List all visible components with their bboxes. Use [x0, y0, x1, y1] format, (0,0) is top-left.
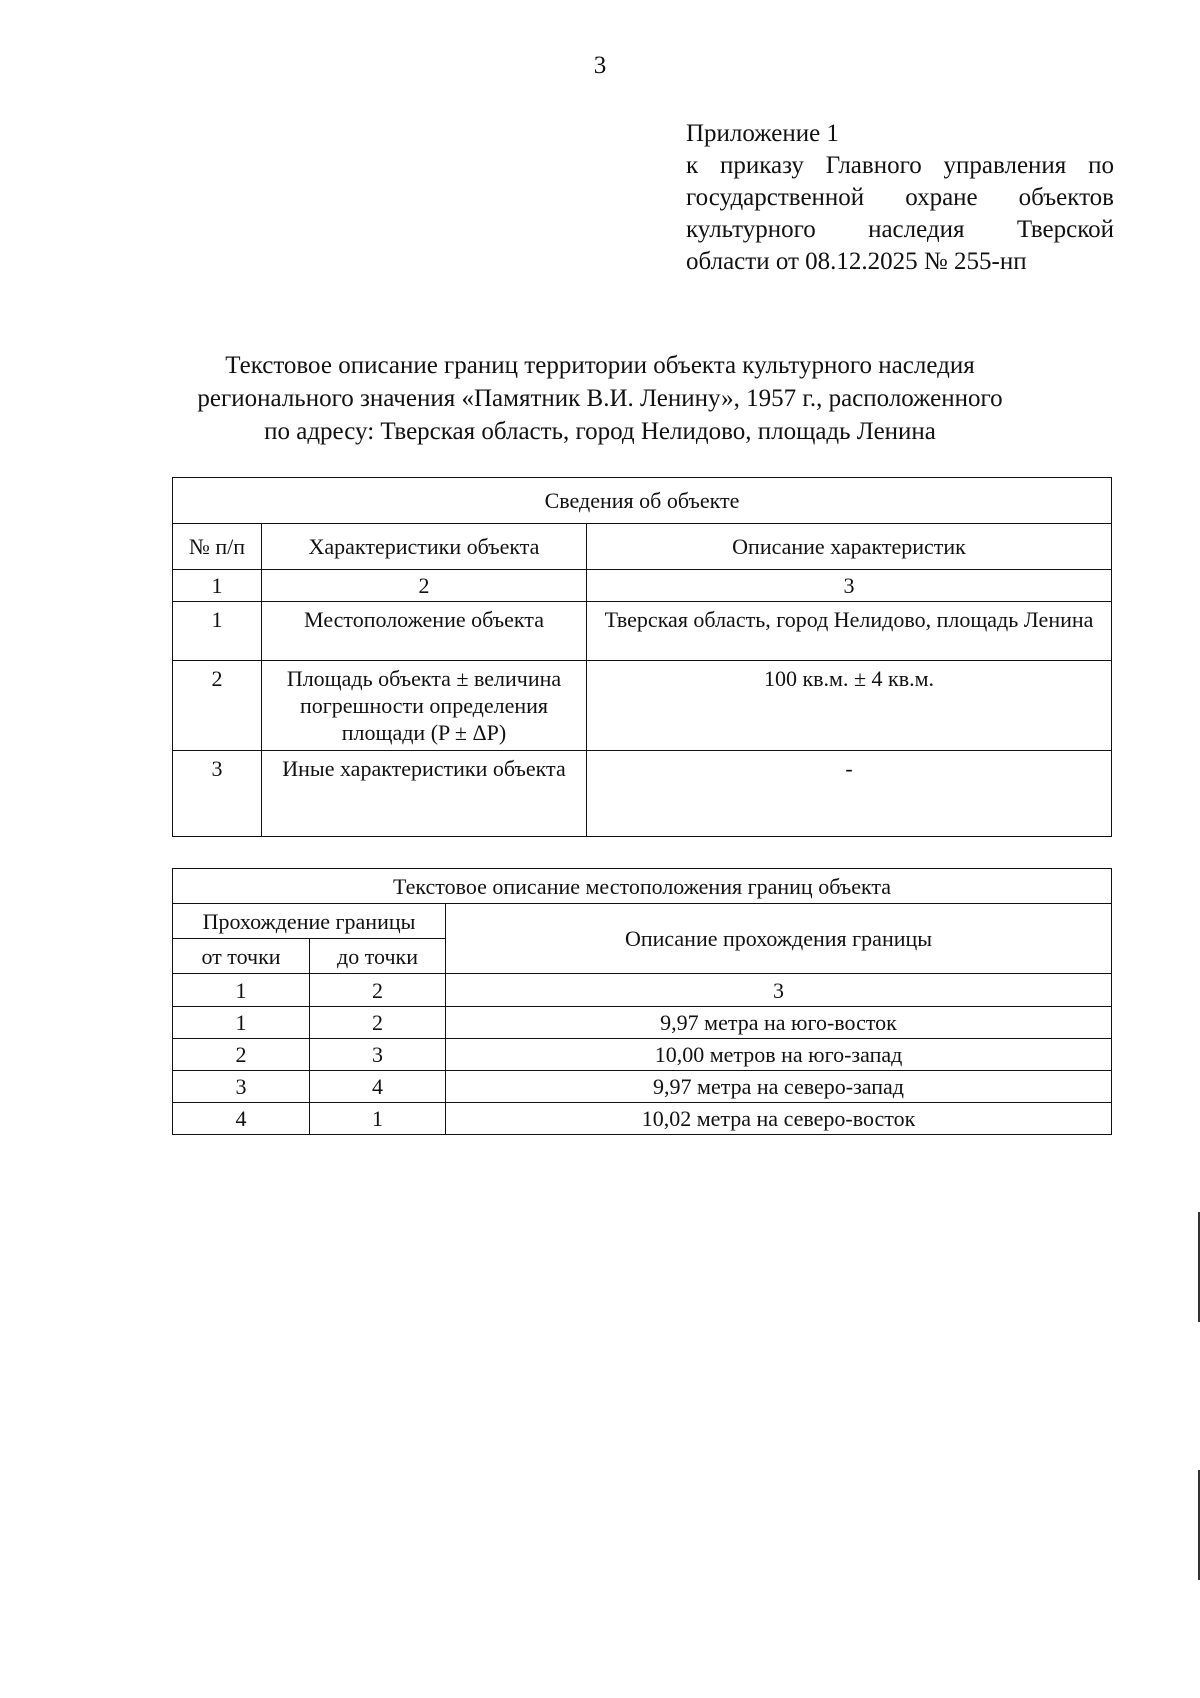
appendix-line: государственной охране объектов — [686, 184, 1114, 211]
appendix-block — [686, 118, 1114, 278]
segment-description: 9,97 метра на северо-запад — [446, 1071, 1112, 1103]
from-point: 4 — [173, 1103, 310, 1135]
object-table-caption: Сведения об объекте — [173, 478, 1112, 524]
title-line: по адресу: Тверская область, город Нелидово, площадь Ленина — [264, 418, 936, 445]
boundary-description-table — [172, 868, 1112, 1135]
to-point: 3 — [310, 1039, 446, 1071]
column-number: 1 — [173, 974, 310, 1007]
appendix-line: культурного наследия Тверской — [686, 216, 1114, 243]
header-passage-description: Описание прохождения границы — [446, 904, 1112, 974]
segment-description: 9,97 метра на юго-восток — [446, 1007, 1112, 1039]
row-num: 1 — [173, 602, 262, 661]
row-characteristic: Площадь объекта ± величина погрешности определения площади (P ± ΔP) — [262, 661, 587, 751]
header-characteristic: Характеристики объекта — [262, 524, 587, 570]
table-row — [173, 602, 1112, 661]
to-point: 1 — [310, 1103, 446, 1135]
column-number: 3 — [587, 570, 1112, 602]
appendix-line: Приложение 1 — [686, 120, 839, 147]
column-number: 2 — [262, 570, 587, 602]
appendix-line: к приказу Главного управления по — [686, 152, 1114, 179]
title-line: регионального значения «Памятник В.И. Ленину», 1957 г., расположенного — [197, 385, 1003, 412]
segment-description: 10,00 метров на юго-запад — [446, 1039, 1112, 1071]
to-point: 4 — [310, 1071, 446, 1103]
row-characteristic: Местоположение объекта — [262, 602, 587, 661]
segment-description: 10,02 метра на северо-восток — [446, 1103, 1112, 1135]
header-passage: Прохождение границы — [173, 904, 446, 939]
table-row — [173, 751, 1112, 837]
from-point: 2 — [173, 1039, 310, 1071]
to-point: 2 — [310, 1007, 446, 1039]
table-row — [173, 1103, 1112, 1135]
row-description: - — [587, 751, 1112, 837]
header-num: № п/п — [173, 524, 262, 570]
row-description: 100 кв.м. ± 4 кв.м. — [587, 661, 1112, 751]
from-point: 3 — [173, 1071, 310, 1103]
table-row — [173, 661, 1112, 751]
appendix-line: области от 08.12.2025 № 255-нп — [686, 248, 1027, 275]
page-number: 3 — [593, 52, 607, 79]
row-num: 3 — [173, 751, 262, 837]
table-row — [173, 1039, 1112, 1071]
column-number: 1 — [173, 570, 262, 602]
header-description: Описание характеристик — [587, 524, 1112, 570]
header-to-point: до точки — [310, 939, 446, 974]
header-from-point: от точки — [173, 939, 310, 974]
from-point: 1 — [173, 1007, 310, 1039]
table-row — [173, 1007, 1112, 1039]
row-description: Тверская область, город Нелидово, площадь Ленина — [587, 602, 1112, 661]
row-characteristic: Иные характеристики объекта — [262, 751, 587, 837]
column-number: 2 — [310, 974, 446, 1007]
table-row — [173, 1071, 1112, 1103]
boundary-table-caption: Текстовое описание местоположения границ объекта — [173, 869, 1112, 904]
row-num: 2 — [173, 661, 262, 751]
title-line: Текстовое описание границ территории объекта культурного наследия — [225, 352, 975, 379]
object-info-table — [172, 477, 1112, 837]
column-number: 3 — [446, 974, 1112, 1007]
document-title — [150, 349, 1050, 448]
